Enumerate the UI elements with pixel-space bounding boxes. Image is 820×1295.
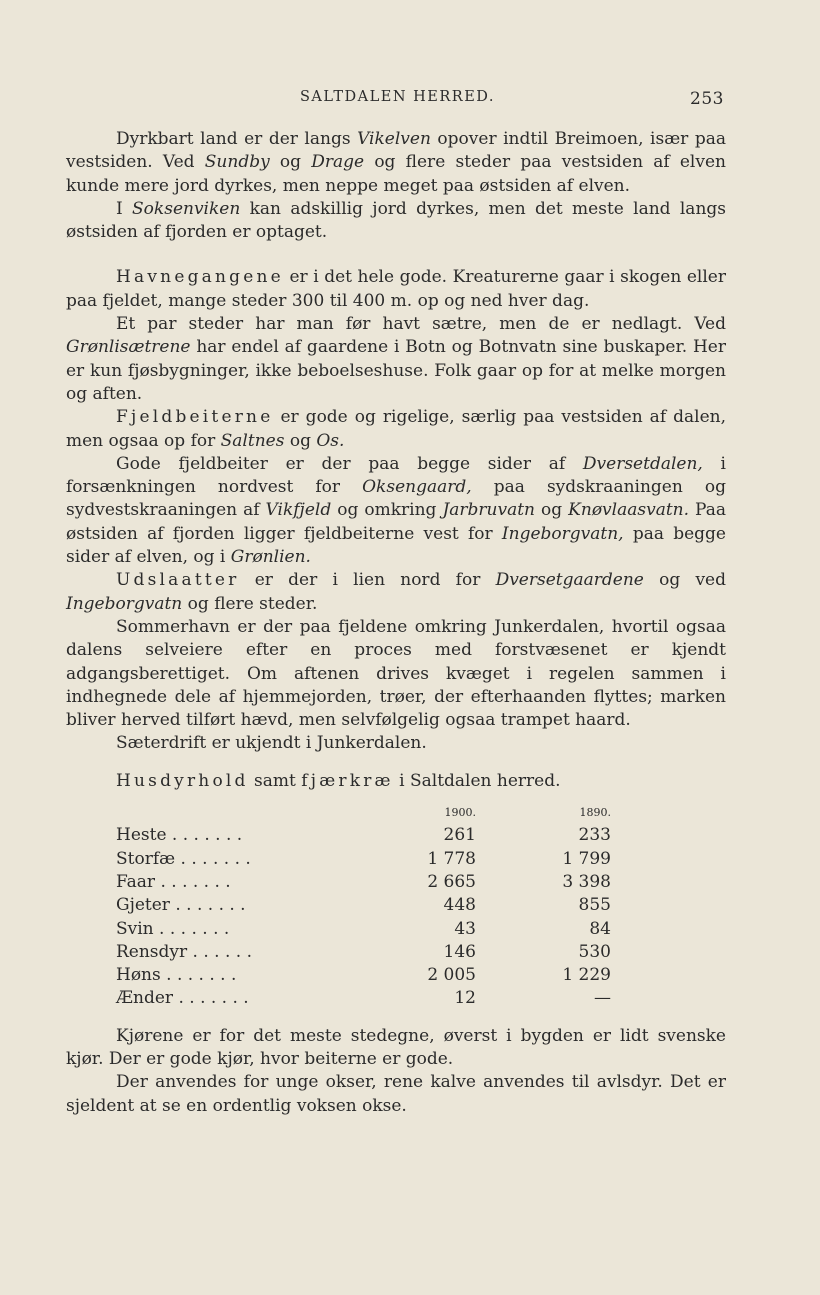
paragraph bbox=[66, 732, 726, 755]
value-1900: 43 bbox=[454, 918, 476, 939]
spaced-keyword: Udslaatter bbox=[116, 570, 240, 591]
place-name: Sundby bbox=[204, 152, 270, 173]
text-run: Dyrkbart land er der langs bbox=[116, 129, 358, 149]
value-1890: — bbox=[594, 988, 611, 1009]
text-run: Gode fjeldbeiter er der paa begge sider af bbox=[116, 453, 583, 474]
text-run: Paa østsiden af fjorden ligger fjeldbeiterne vest for bbox=[66, 500, 726, 544]
table-title-plain-2: i Saltdalen herred. bbox=[393, 770, 561, 791]
text-run: kan adskillig jord dyrkes, men det meste land langs østsiden af fjorden er optaget. bbox=[66, 198, 726, 243]
paragraph: Kjørene er for det meste stedegne, øverst i bygden er lidt svenske kjør. Der er gode kjør, hvor beiterne er gode. bbox=[66, 1025, 726, 1069]
paragraph: Der anvendes for unge okser, rene kalve anvendes til avlsdyr. Det er sjeldent at se en ordentlig voksen okse. bbox=[66, 1072, 726, 1116]
text-run: i forsænkningen nordvest for bbox=[66, 453, 726, 498]
row-label: Høns bbox=[116, 965, 161, 986]
text-run: og omkring bbox=[331, 500, 443, 521]
row-label: Heste bbox=[116, 825, 167, 846]
place-name: Ingeborgvatn, bbox=[501, 523, 624, 544]
place-name: Oksengaard, bbox=[362, 477, 472, 498]
row-label: Faar bbox=[116, 871, 156, 892]
page-number: 253 bbox=[690, 89, 724, 109]
value-1890: 1 799 bbox=[562, 848, 611, 869]
livestock-table-title bbox=[66, 770, 726, 793]
paragraph bbox=[66, 569, 726, 616]
text-run: Et par steder har man før havt sætre, men de er nedlagt. Ved bbox=[116, 314, 726, 335]
table-row bbox=[116, 848, 611, 871]
place-name: Jarbruvatn bbox=[442, 500, 536, 521]
place-name: Vikelven bbox=[357, 129, 431, 149]
table-header-row bbox=[116, 801, 611, 824]
text-run: og flere steder. bbox=[182, 593, 318, 614]
text-run: Sommerhavn er der paa fjeldene omkring Junkerdalen, hvortil ogsaa dalens selveiere efter en proces med forstvæsenet er kjendt adgangsberettiget. Om aftenen drives kvæget i regelen sammen i indhegnede dele af hjemmejorden, trøer, der efterhaanden flyttes; marken bliver herved tilført hævd, men selvfølgelig ogsaa trampet haard. bbox=[66, 616, 726, 731]
paragraph bbox=[66, 266, 726, 313]
place-name: Saltnes bbox=[220, 430, 285, 451]
running-header bbox=[60, 89, 724, 111]
value-1890: 530 bbox=[578, 941, 611, 962]
place-name: Drage bbox=[311, 152, 365, 173]
table-row bbox=[116, 871, 611, 894]
leader-dots: . . . . . . . bbox=[166, 825, 243, 846]
livestock-table bbox=[116, 801, 611, 1011]
place-name: Vikfjeld bbox=[265, 500, 332, 521]
spaced-keyword: Fjeldbeiterne bbox=[116, 407, 274, 428]
row-label: Svin bbox=[116, 918, 154, 939]
value-1890: 233 bbox=[578, 825, 611, 846]
text-run: og flere steder paa vestsiden af elven kunde mere jord dyrkes, men neppe meget paa østsiden af elven. bbox=[66, 152, 726, 196]
text-run: opover indtil Breimoen, især paa vestsiden. Ved bbox=[66, 129, 726, 173]
spaced-keyword: Havnegangene bbox=[116, 267, 284, 288]
text-run: paa sydskraaningen og sydvestskraaningen af bbox=[66, 477, 726, 521]
place-name: Grønlisætrene bbox=[66, 337, 191, 358]
text-run: er gode og rigelige, særlig paa vestsiden af dalen, men ogsaa op for bbox=[66, 407, 726, 451]
place-name: Os. bbox=[316, 430, 345, 451]
leader-dots: . . . . . . . bbox=[153, 918, 230, 939]
text-run: og bbox=[535, 500, 569, 521]
table-row bbox=[116, 918, 611, 941]
table-row bbox=[116, 987, 611, 1010]
value-1900: 146 bbox=[443, 941, 476, 962]
paragraph-gap bbox=[66, 244, 726, 266]
row-label: Gjeter bbox=[116, 895, 170, 916]
table-row bbox=[116, 824, 611, 847]
text-run: har endel af gaardene i Botn og Botnvatn sine buskaper. Her er kun fjøsbygninger, ikke beboelseshuse. Folk gaar op for at melke morgen og aften. bbox=[66, 337, 726, 404]
col-header-1890: 1890. bbox=[579, 806, 611, 820]
text-run: er i det hele gode. Kreaturerne gaar i skogen eller paa fjeldet, mange steder 300 til 400 m. op og ned hver dag. bbox=[66, 267, 726, 311]
row-label: Storfæ bbox=[116, 848, 176, 869]
text-run: I bbox=[116, 198, 133, 219]
place-name: Dversetdalen, bbox=[582, 453, 703, 474]
place-name: Ingeborgvatn bbox=[66, 593, 183, 614]
value-1900: 261 bbox=[443, 825, 476, 846]
value-1890: 84 bbox=[589, 918, 611, 939]
table-row bbox=[116, 941, 611, 964]
leader-dots: . . . . . . . bbox=[155, 871, 231, 892]
text-run: er der i lien nord for bbox=[239, 570, 496, 591]
leader-dots: . . . . . . . bbox=[175, 848, 251, 869]
paragraphs bbox=[66, 128, 726, 756]
leader-dots: . . . . . . bbox=[187, 941, 253, 962]
text-run: og bbox=[284, 430, 317, 451]
closing-paragraphs bbox=[66, 1025, 726, 1118]
place-name: Knøvlaasvatn. bbox=[568, 500, 690, 521]
value-1900: 448 bbox=[443, 895, 476, 916]
table-title-plain-1: samt bbox=[248, 770, 302, 791]
leader-dots: . . . . . . . bbox=[160, 965, 237, 986]
page-body bbox=[66, 128, 726, 1118]
text-run: og ved bbox=[643, 570, 726, 591]
col-header-1900: 1900. bbox=[444, 806, 476, 820]
value-1900: 1 778 bbox=[427, 848, 476, 869]
text-run: og bbox=[269, 152, 312, 173]
paragraph bbox=[66, 198, 726, 245]
leader-dots: . . . . . . . bbox=[169, 895, 246, 916]
value-1900: 2 005 bbox=[427, 965, 476, 986]
row-label: Rensdyr bbox=[116, 941, 188, 962]
value-1890: 3 398 bbox=[562, 871, 611, 892]
place-name: Grønlien. bbox=[230, 547, 311, 568]
value-1900: 2 665 bbox=[427, 871, 476, 892]
paragraph bbox=[66, 616, 726, 732]
table-row bbox=[116, 894, 611, 917]
place-name: Dversetgaardene bbox=[495, 570, 644, 591]
place-name: Soksenviken bbox=[132, 198, 241, 219]
paragraph bbox=[66, 406, 726, 453]
paragraph bbox=[66, 313, 726, 406]
paragraph bbox=[66, 453, 726, 569]
table-title-spaced-2: fjærkræ bbox=[301, 770, 394, 791]
text-run: Sæterdrift er ukjendt i Junkerdalen. bbox=[116, 733, 427, 754]
row-label: Ænder bbox=[116, 988, 174, 1009]
paragraph bbox=[66, 128, 726, 198]
header-title: SALTDALEN HERRED. bbox=[300, 89, 495, 105]
text-run: paa begge sider af elven, og i bbox=[66, 523, 726, 568]
table-row bbox=[116, 964, 611, 987]
value-1900: 12 bbox=[454, 988, 476, 1009]
value-1890: 855 bbox=[578, 895, 611, 916]
table-title-spaced-1: Husdyrhold bbox=[116, 770, 249, 791]
leader-dots: . . . . . . . bbox=[173, 988, 249, 1009]
value-1890: 1 229 bbox=[562, 965, 611, 986]
